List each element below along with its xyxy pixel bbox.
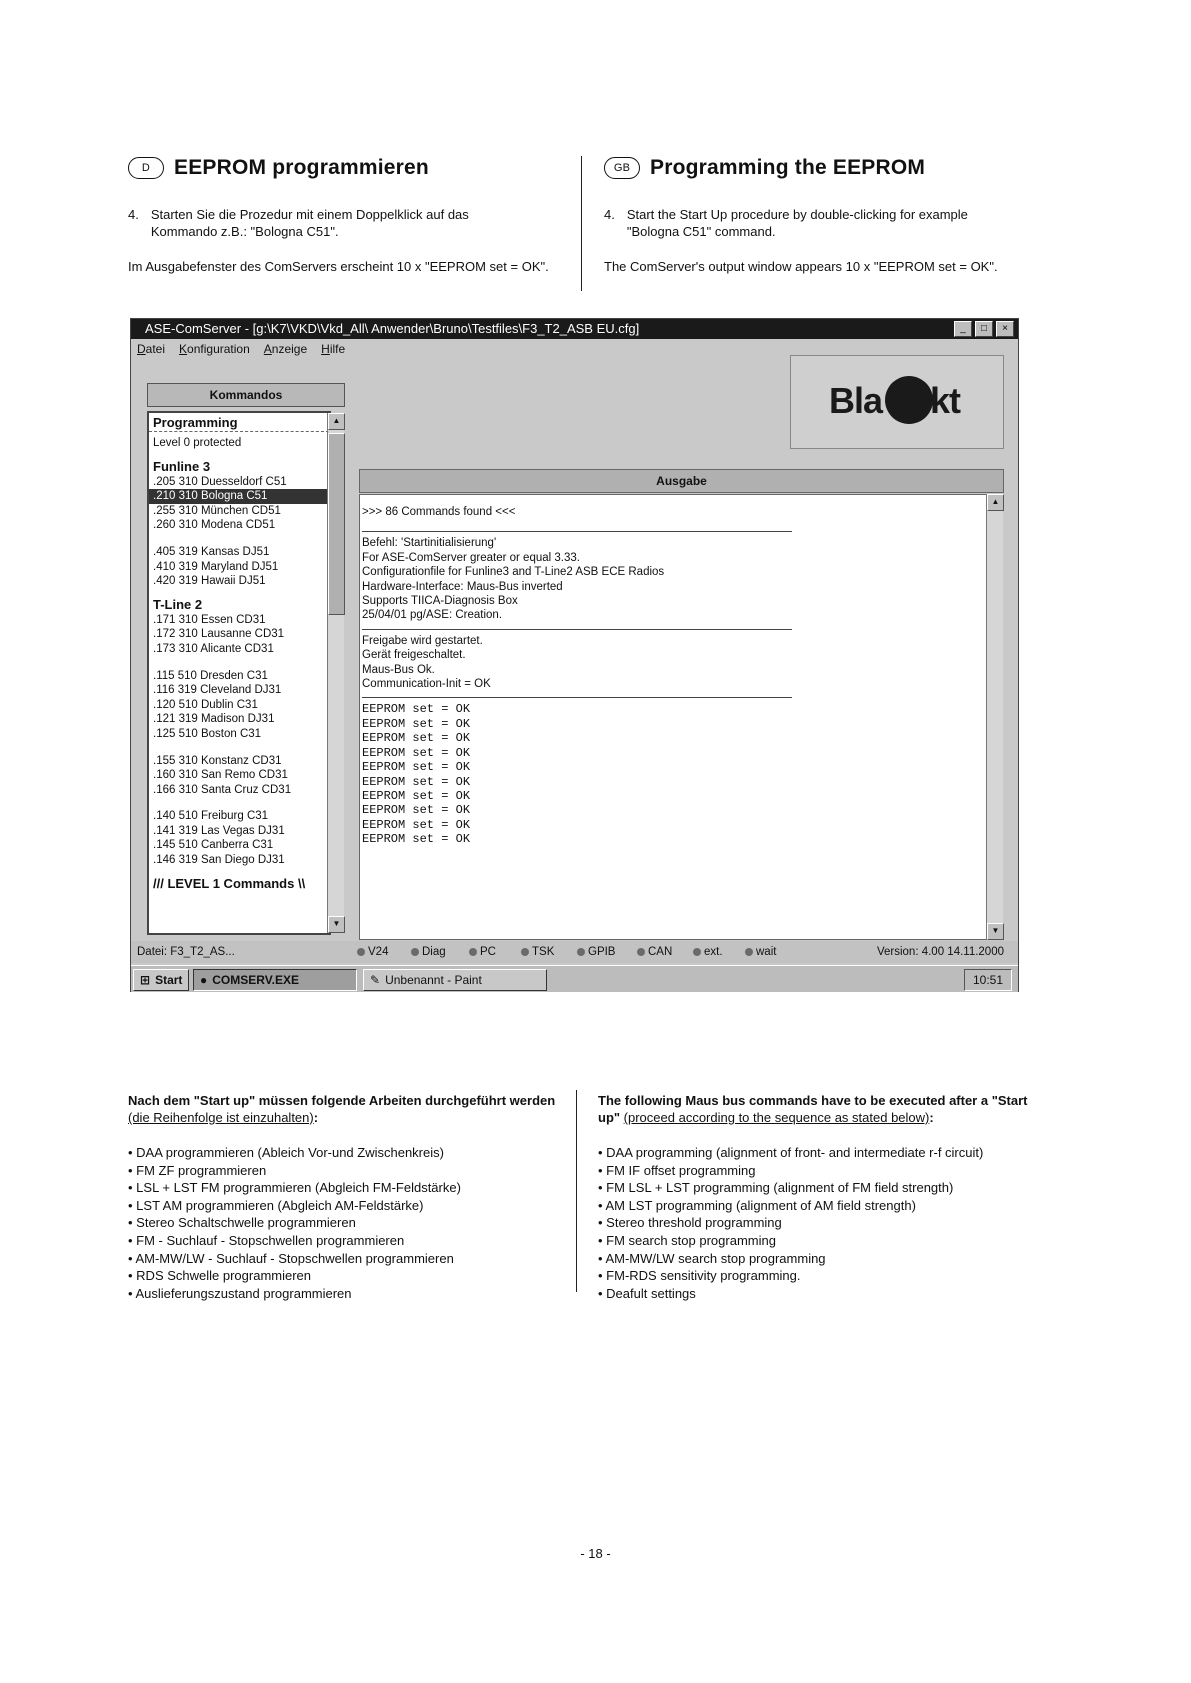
output-line: Maus-Bus Ok.	[362, 663, 435, 676]
list-spacer	[149, 657, 329, 669]
group-programming: Programming	[149, 415, 329, 432]
command-item[interactable]: .115 510 Dresden C31	[153, 669, 268, 682]
command-item[interactable]: .141 319 Las Vegas DJ31	[153, 824, 285, 837]
menu-anzeige[interactable]: Anzeige	[263, 342, 308, 356]
output-eeprom-line: EEPROM set = OK	[362, 817, 471, 832]
de-heading	[128, 156, 568, 180]
de-step-4	[128, 206, 568, 240]
scroll-up-arrow-icon[interactable]: ▲	[328, 413, 345, 430]
command-item-selected[interactable]: .210 310 Bologna C51	[149, 489, 329, 504]
en-language-badge: GB	[604, 157, 640, 179]
status-indicator-diag	[411, 941, 446, 963]
indicator-label: wait	[756, 946, 777, 958]
en-task: • FM-RDS sensitivity programming.	[598, 1267, 1028, 1285]
output-scrollbar[interactable]	[986, 494, 1003, 940]
start-label: Start	[155, 973, 183, 987]
output-block-eeprom	[362, 702, 988, 846]
led-icon	[357, 948, 365, 956]
commands-panel-header: Kommandos	[147, 383, 345, 407]
output-eeprom-line: EEPROM set = OK	[362, 832, 471, 847]
status-indicator-v24	[357, 941, 388, 963]
en-task: • FM search stop programming	[598, 1232, 1028, 1250]
output-line: 25/04/01 pg/ASE: Creation.	[362, 609, 503, 622]
command-item[interactable]: .420 319 Hawaii DJ51	[153, 575, 266, 588]
output-eeprom-line: EEPROM set = OK	[362, 716, 471, 731]
status-indicator-gpib	[577, 941, 615, 963]
en-task: • Deafult settings	[598, 1285, 1028, 1303]
indicator-label: ext.	[704, 946, 723, 958]
output-eeprom-line: EEPROM set = OK	[362, 731, 471, 746]
led-icon	[521, 948, 529, 956]
scroll-down-arrow-icon[interactable]: ▼	[328, 916, 345, 933]
de-task: • Auslieferungszustand programmieren	[128, 1285, 568, 1303]
en-heading	[604, 156, 1024, 180]
output-pane[interactable]	[359, 494, 989, 940]
indicator-label: V24	[368, 946, 389, 958]
status-file: Datei: F3_T2_AS...	[137, 946, 235, 958]
led-icon	[411, 948, 419, 956]
command-item[interactable]: .160 310 San Remo CD31	[153, 769, 288, 782]
scroll-down-arrow-icon[interactable]: ▼	[987, 923, 1004, 940]
group-t-line-2: T-Line 2	[153, 596, 203, 612]
start-button[interactable]	[133, 969, 189, 991]
minimize-button[interactable]: _	[954, 321, 972, 337]
en-task-list	[598, 1144, 1028, 1302]
command-item[interactable]: .405 319 Kansas DJ51	[153, 545, 270, 558]
status-bar	[131, 941, 1018, 963]
close-button[interactable]: ×	[996, 321, 1014, 337]
command-item[interactable]: .146 319 San Diego DJ31	[153, 854, 285, 867]
en-step-4	[604, 206, 1024, 240]
output-line: Freigabe wird gestartet.	[362, 634, 483, 647]
en-step-text: Start the Start Up procedure by double-clicking for example "Bologna C51" command.	[626, 207, 968, 239]
list-spacer	[149, 742, 329, 754]
de-task: • Stereo Schaltschwelle programmieren	[128, 1214, 568, 1232]
status-indicator-can	[637, 941, 672, 963]
page-number: - 18 -	[580, 1546, 611, 1561]
en-after-colon: :	[929, 1110, 934, 1125]
menu-datei[interactable]: Datei	[137, 342, 166, 356]
output-block-init	[362, 536, 988, 622]
menu-hilfe[interactable]: Hilfe	[321, 342, 346, 356]
output-eeprom-line: EEPROM set = OK	[362, 788, 471, 803]
command-item[interactable]: .205 310 Duesseldorf C51	[153, 475, 287, 488]
taskbar	[131, 965, 1018, 992]
status-indicator-wait	[745, 941, 776, 963]
command-item[interactable]: .171 310 Essen CD31	[153, 613, 266, 626]
output-eeprom-line: EEPROM set = OK	[362, 803, 471, 818]
de-after-note: (die Reihenfolge ist einzuhalten)	[128, 1110, 314, 1125]
indicator-label: Diag	[422, 946, 446, 958]
led-icon	[637, 948, 645, 956]
de-after-heading	[128, 1092, 568, 1126]
output-line: Hardware-Interface: Maus-Bus inverted	[362, 580, 563, 593]
de-output-text: Im Ausgabefenster des ComServers erscheint 10 x "EEPROM set = OK".	[128, 259, 549, 274]
window-titlebar	[131, 319, 1018, 339]
en-title: Programming the EEPROM	[650, 156, 926, 179]
output-line: Configurationfile for Funline3 and T-Line2 ASB ECE Radios	[362, 566, 665, 579]
en-task: • AM-MW/LW search stop programming	[598, 1250, 1028, 1268]
command-item[interactable]: .120 510 Dublin C31	[153, 698, 258, 711]
output-line: Supports TIICA-Diagnosis Box	[362, 595, 518, 608]
commands-list[interactable]	[147, 411, 331, 935]
command-item[interactable]: .140 510 Freiburg C31	[153, 810, 269, 823]
en-intro	[604, 156, 1024, 275]
led-icon	[469, 948, 477, 956]
en-after-title: The following Maus bus commands have to be executed after a "Start up"	[598, 1093, 1028, 1125]
de-after-startup	[128, 1092, 568, 1302]
de-task: • FM - Suchlauf - Stopschwellen programmieren	[128, 1232, 568, 1250]
indicator-label: PC	[480, 946, 496, 958]
output-eeprom-line: EEPROM set = OK	[362, 774, 471, 789]
en-output-text: The ComServer's output window appears 10 x "EEPROM set = OK".	[604, 259, 998, 274]
taskbar-paint-label: Unbenannt - Paint	[385, 973, 482, 987]
de-task: • FM ZF programmieren	[128, 1162, 568, 1180]
command-item[interactable]: .410 319 Maryland DJ51	[153, 560, 279, 573]
command-item[interactable]: .145 510 Canberra C31	[153, 839, 274, 852]
de-after-title: Nach dem "Start up" müssen folgende Arbeiten durchgeführt werden	[128, 1093, 556, 1108]
command-item[interactable]: .255 310 München CD51	[153, 504, 281, 517]
command-item[interactable]: .121 319 Madison DJ31	[153, 713, 275, 726]
de-step-number: 4.	[128, 207, 139, 222]
windows-logo-icon: ⊞	[140, 973, 151, 987]
output-panel-header: Ausgabe	[359, 469, 1004, 493]
en-task: • AM LST programming (alignment of AM field strength)	[598, 1197, 1028, 1215]
command-item[interactable]: .260 310 Modena CD51	[153, 519, 276, 532]
paint-icon: ✎	[370, 973, 381, 987]
command-item[interactable]: .125 510 Boston C31	[153, 727, 262, 740]
group-funline-3: Funline 3	[153, 458, 211, 474]
output-eeprom-line: EEPROM set = OK	[362, 745, 471, 760]
app-circle-icon: ●	[200, 973, 208, 987]
logo-text: Bla nkt	[829, 380, 961, 421]
output-eeprom-line: EEPROM set = OK	[362, 760, 471, 775]
comserver-window	[130, 318, 1019, 992]
led-icon	[693, 948, 701, 956]
en-after-note: (proceed according to the sequence as stated below)	[623, 1110, 930, 1125]
output-eeprom-line: EEPROM set = OK	[362, 702, 471, 717]
de-intro	[128, 156, 568, 275]
top-column-divider	[581, 156, 582, 291]
en-after-heading	[598, 1092, 1028, 1126]
scroll-up-arrow-icon[interactable]: ▲	[987, 494, 1004, 511]
taskbar-paint[interactable]	[363, 969, 547, 991]
output-separator	[362, 531, 792, 532]
window-controls	[954, 321, 1014, 337]
en-task: • FM LSL + LST programming (alignment of FM field strength)	[598, 1179, 1028, 1197]
de-task-list	[128, 1144, 568, 1302]
output-separator	[362, 629, 792, 630]
de-task: • LST AM programmieren (Abgleich AM-Feldstärke)	[128, 1197, 568, 1215]
taskbar-clock: 10:51	[964, 969, 1012, 991]
de-after-colon: :	[313, 1110, 319, 1125]
command-item[interactable]: .173 310 Alicante CD31	[153, 642, 274, 655]
status-version: Version: 4.00 14.11.2000	[876, 946, 1004, 958]
bottom-column-divider	[576, 1090, 577, 1292]
status-indicator-tsk	[521, 941, 554, 963]
taskbar-app-label: COMSERV.EXE	[212, 973, 299, 987]
window-title: ASE-ComServer - [g:\K7\VKD\Vkd_All\ Anwender\Bruno\Testfiles\F3_T2_ASB EU.cfg]	[145, 321, 640, 336]
de-task: • AM-MW/LW - Suchlauf - Stopschwellen programmieren	[128, 1250, 568, 1268]
maximize-button[interactable]: □	[975, 321, 993, 337]
output-block-enable	[362, 634, 988, 692]
output-line: Communication-Init = OK	[362, 678, 491, 691]
status-indicator-pc	[469, 941, 496, 963]
output-line: Befehl: 'Startinitialisierung'	[362, 537, 497, 550]
en-task: • FM IF offset programming	[598, 1162, 1028, 1180]
command-item[interactable]: Level 0 protected	[153, 437, 242, 449]
indicator-label: CAN	[648, 946, 673, 958]
output-separator	[362, 697, 792, 698]
de-task: • LSL + LST FM programmieren (Abgleich FM-Feldstärke)	[128, 1179, 568, 1197]
indicator-label: GPIB	[588, 946, 616, 958]
command-item[interactable]: .172 310 Lausanne CD31	[153, 628, 285, 641]
menu-konfiguration[interactable]: Konfiguration	[179, 342, 250, 356]
scroll-thumb[interactable]	[328, 433, 345, 615]
de-task: • RDS Schwelle programmieren	[128, 1267, 568, 1285]
command-item[interactable]: .166 310 Santa Cruz CD31	[153, 783, 292, 796]
command-item[interactable]: .116 319 Cleveland DJ31	[153, 684, 282, 697]
output-commands-found: >>> 86 Commands found <<<	[362, 506, 516, 518]
de-language-badge: D	[128, 157, 164, 179]
en-after-startup	[598, 1092, 1028, 1302]
brand-logo	[790, 355, 1004, 449]
taskbar-comserv[interactable]	[193, 969, 357, 991]
indicator-label: TSK	[532, 946, 555, 958]
de-task: • DAA programmieren (Ableich Vor-und Zwischenkreis)	[128, 1144, 568, 1162]
command-item[interactable]: .155 310 Konstanz CD31	[153, 754, 282, 767]
en-step-number: 4.	[604, 207, 615, 222]
de-step-text: Starten Sie die Prozedur mit einem Doppelklick auf das Kommando z.B.: "Bologna C51".	[150, 207, 469, 239]
list-spacer	[149, 797, 329, 809]
level-1-commands[interactable]: /// LEVEL 1 Commands \\	[153, 875, 306, 891]
list-spacer	[149, 533, 329, 545]
status-indicator-ext	[693, 941, 723, 963]
led-icon	[577, 948, 585, 956]
output-line: For ASE-ComServer greater or equal 3.33.	[362, 551, 580, 564]
commands-scrollbar[interactable]	[327, 413, 344, 933]
led-icon	[745, 948, 753, 956]
de-title: EEPROM programmieren	[174, 156, 429, 179]
en-task: • Stereo threshold programming	[598, 1214, 1028, 1232]
output-line: Gerät freigeschaltet.	[362, 649, 466, 662]
en-task: • DAA programming (alignment of front- and intermediate r-f circuit)	[598, 1144, 1028, 1162]
